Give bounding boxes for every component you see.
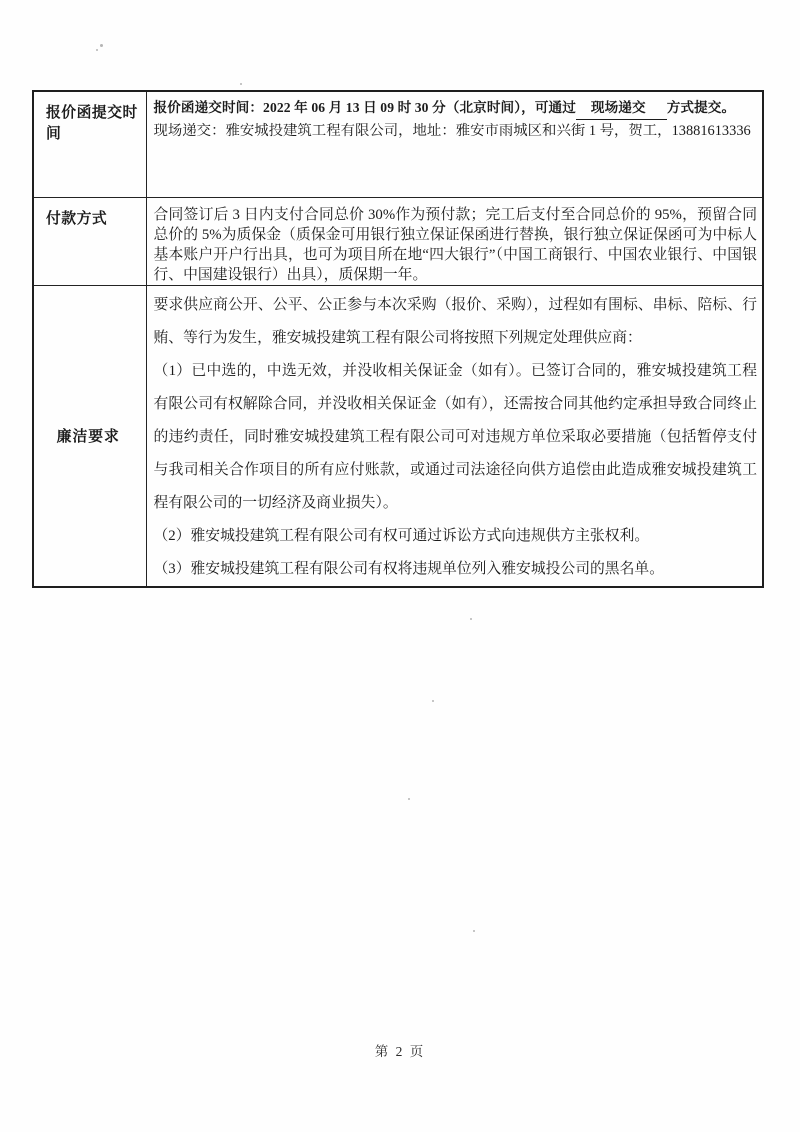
table-row-integrity-requirements xyxy=(33,285,763,587)
scan-speckle xyxy=(432,700,434,702)
table-row-payment-method xyxy=(33,197,763,285)
onsite-delivery-address-line: 现场递交：雅安城投建筑工程有限公司，地址：雅安市雨城区和兴街 1 号，贺工，13881613336 xyxy=(153,123,751,139)
integrity-paragraph-1: （1）已中选的，中选无效，并没收相关保证金（如有）。已签订合同的，雅安城投建筑工程有限公司有权解除合同，并没收相关保证金（如有），还需按合同其他约定承担导致合同终止的违约责任，同时雅安城投建筑工程有限公司可对违规方单位采取必要措施（包括暂停支付与我司相关合作项目的所有应付账款，或通过司法途径向供方追偿由此造成雅安城投建筑工程有限公司的一切经济及商业损失）。 xyxy=(153,362,757,511)
submission-method-suffix: 方式提交。 xyxy=(666,100,736,115)
integrity-paragraph-intro: 要求供应商公开、公平、公正参与本次采购（报价、采购），过程如有围标、串标、陪标、行贿、等行为发生，雅安城投建筑工程有限公司将按照下列规定处理供应商： xyxy=(153,296,757,346)
scan-speckle xyxy=(96,49,98,51)
scan-speckle xyxy=(408,798,410,800)
scan-speckle xyxy=(240,83,242,85)
integrity-requirements-content xyxy=(146,285,763,587)
submission-deadline-text: 报价函递交时间：2022 年 06 月 13 日 09 时 30 分（北京时间），可通过 xyxy=(153,100,576,115)
delivery-method-underlined: 现场递交 xyxy=(576,97,667,120)
row-label-quotation-submission-time: 报价函提交时间 xyxy=(33,91,146,197)
submission-deadline-line xyxy=(154,97,758,120)
page-number: 第 2 页 xyxy=(374,1044,426,1059)
payment-method-content: 合同签订后 3 日内支付合同总价 30%作为预付款；完工后支付至合同总价的 95%，预留合同总价的 5%为质保金（质保金可用银行独立保证保函进行替换，银行独立保证保函可为中标人基本账户开户行出具，也可为项目所在地“四大银行”（中国工商银行、中国农业银行、中国银行、中国建设银行）出具），质保期一年。 xyxy=(146,197,763,285)
table-row-submission-time xyxy=(33,91,763,197)
scan-speckle xyxy=(100,44,103,47)
procurement-terms-table xyxy=(32,90,764,588)
scan-speckle xyxy=(473,930,475,932)
integrity-paragraph-3: （3）雅安城投建筑工程有限公司有权将违规单位列入雅安城投公司的黑名单。 xyxy=(153,560,664,577)
quotation-submission-time-content xyxy=(146,91,763,197)
row-label-payment-method: 付款方式 xyxy=(33,197,146,285)
integrity-paragraph-2: （2）雅安城投建筑工程有限公司有权可通过诉讼方式向违规供方主张权利。 xyxy=(153,527,650,544)
row-label-integrity-requirements: 廉洁要求 xyxy=(33,285,146,587)
scan-speckle xyxy=(470,618,472,620)
